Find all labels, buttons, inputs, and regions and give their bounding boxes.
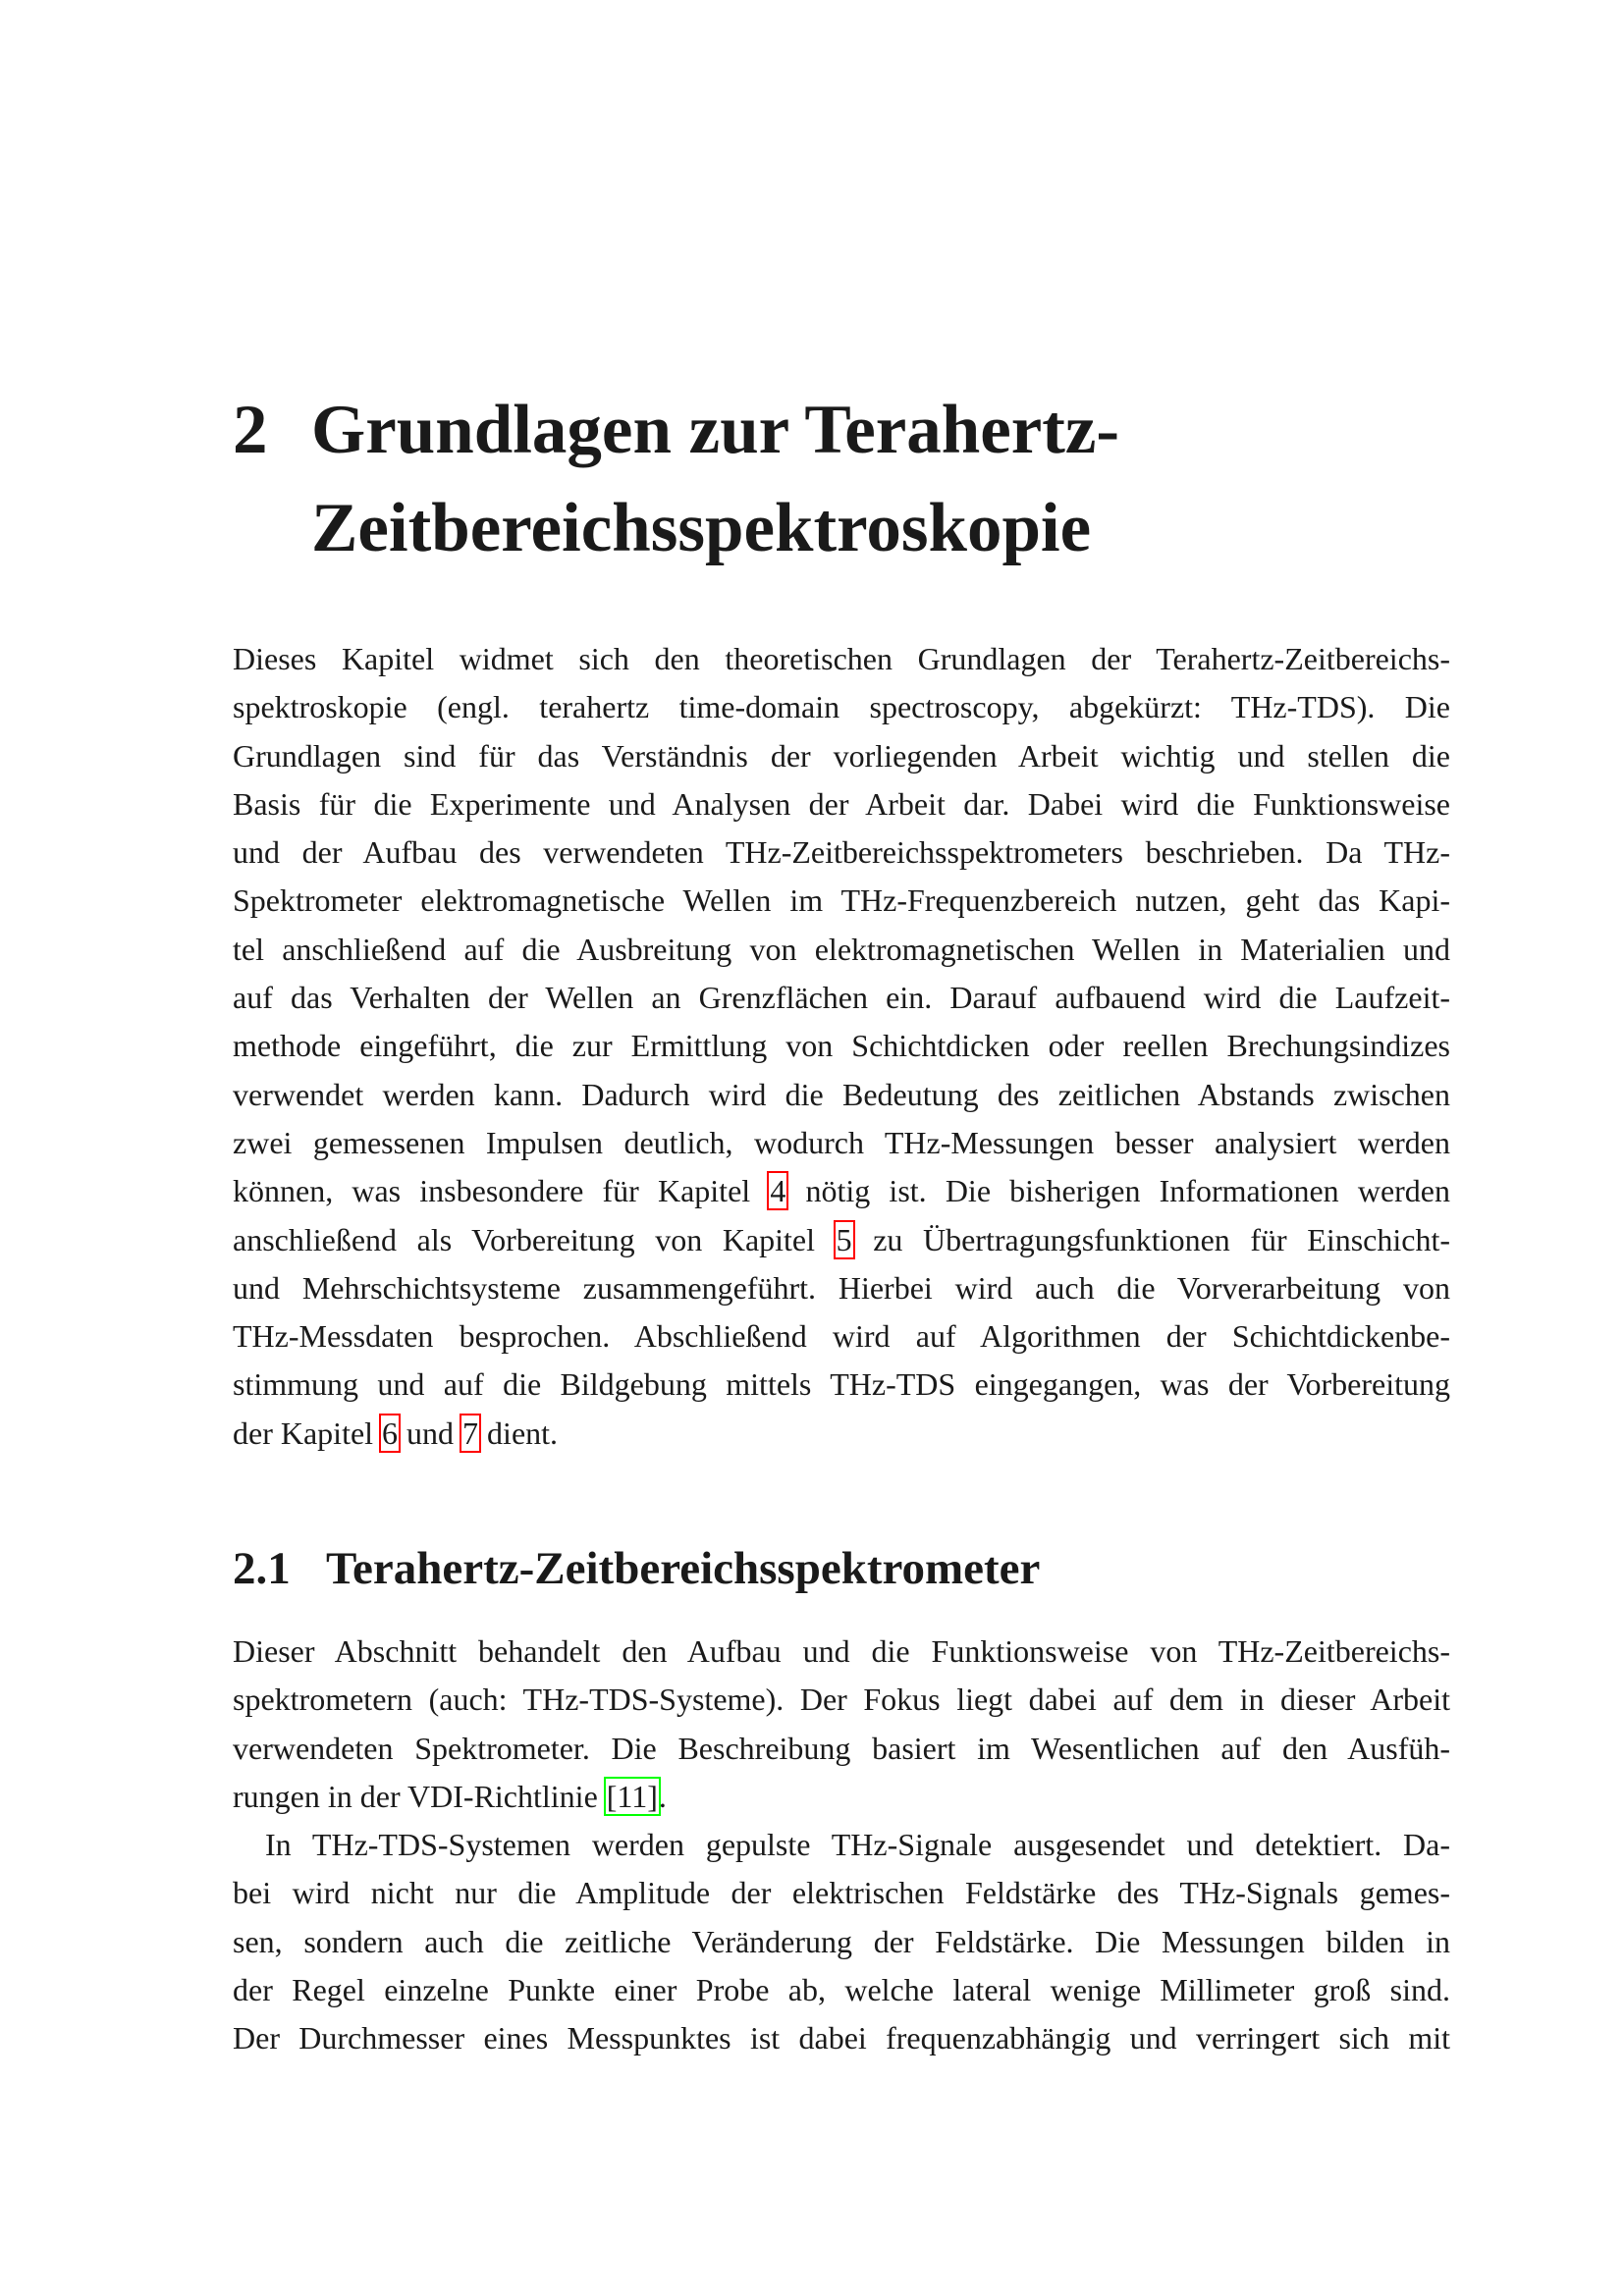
section-paragraph-2 bbox=[233, 1821, 1450, 2062]
text-line: Basis für die Experimente und Analysen der Arbeit dar. Dabei wird die Funktionsweise bbox=[233, 785, 1450, 822]
text-line bbox=[233, 1216, 1450, 1264]
text-line bbox=[233, 1167, 1450, 1215]
text-segment: . bbox=[658, 1778, 667, 1814]
text-line: sen, sondern auch die zeitliche Veränderung der Feldstärke. Die Messungen bilden in bbox=[233, 1923, 1450, 1959]
text-line: THz-Messdaten besprochen. Abschließend wird auf Algorithmen der Schichtdickenbe- bbox=[233, 1318, 1450, 1355]
chapter-5-link[interactable]: 5 bbox=[836, 1221, 852, 1257]
text-line: Der Durchmesser eines Messpunktes ist dabei frequenzabhängig und verringert sich mit bbox=[233, 2020, 1450, 2056]
text-line: der Regel einzelne Punkte einer Probe ab, welche lateral wenige Millimeter groß sind. bbox=[233, 1971, 1450, 2007]
text-segment: und bbox=[399, 1415, 462, 1451]
text-line: Spektrometer elektromagnetische Wellen im THz-Frequenzbereich nutzen, geht das Kapi- bbox=[233, 882, 1450, 919]
text-line: spektrometern (auch: THz-TDS-Systeme). Der Fokus liegt dabei auf dem in dieser Arbeit bbox=[233, 1682, 1450, 1718]
text-segment: der Kapitel bbox=[233, 1415, 382, 1451]
citation-link-11[interactable]: [11] bbox=[606, 1778, 658, 1814]
text-line bbox=[233, 1410, 1450, 1458]
text-segment: zu Übertragungsfunktionen für Einschicht- bbox=[852, 1221, 1451, 1257]
chapter-intro-paragraph bbox=[233, 635, 1450, 1458]
text-line: Dieses Kapitel widmet sich den theoretischen Grundlagen der Terahertz-Zeitbereichs- bbox=[233, 641, 1450, 676]
text-line: verwendeten Spektrometer. Die Beschreibung basiert im Wesentlichen auf den Ausfüh- bbox=[233, 1730, 1450, 1766]
text-line bbox=[233, 1773, 1450, 1821]
text-segment: können, was insbesondere für Kapitel bbox=[233, 1173, 770, 1209]
text-line: auf das Verhalten der Wellen an Grenzflächen ein. Darauf aufbauend wird die Laufzeit- bbox=[233, 980, 1450, 1016]
chapter-number: 2 bbox=[233, 392, 268, 468]
chapter-title-line-1: Grundlagen zur Terahertz- bbox=[311, 392, 1120, 468]
chapter-6-link[interactable]: 6 bbox=[382, 1415, 399, 1451]
chapter-title bbox=[233, 381, 1460, 577]
text-segment: nötig ist. Die bisherigen Informationen werden bbox=[786, 1173, 1451, 1209]
text-segment: rungen in der VDI-Richtlinie bbox=[233, 1778, 606, 1814]
text-line: Grundlagen sind für das Verständnis der vorliegenden Arbeit wichtig und stellen die bbox=[233, 737, 1450, 774]
text-segment: anschließend als Vorbereitung von Kapitel bbox=[233, 1221, 836, 1257]
text-line: spektroskopie (engl. terahertz time-domain spectroscopy, abgekürzt: THz-TDS). Die bbox=[233, 689, 1450, 725]
chapter-4-link[interactable]: 4 bbox=[770, 1173, 786, 1209]
text-line: und Mehrschichtsysteme zusammengeführt. Hierbei wird auch die Vorverarbeitung von bbox=[233, 1269, 1450, 1306]
text-line: In THz-TDS-Systemen werden gepulste THz-Signale ausgesendet und detektiert. Da- bbox=[265, 1827, 1450, 1862]
chapter-title-line-2: Zeitbereichsspektroskopie bbox=[311, 490, 1092, 566]
text-line: bei wird nicht nur die Amplitude der elektrischen Feldstärke des THz-Signals gemes- bbox=[233, 1875, 1450, 1911]
chapter-7-link[interactable]: 7 bbox=[462, 1415, 479, 1451]
text-line: und der Aufbau des verwendeten THz-Zeitbereichsspektrometers beschrieben. Da THz- bbox=[233, 834, 1450, 871]
section-paragraph-1 bbox=[233, 1628, 1450, 1821]
section-heading bbox=[233, 1539, 1040, 1598]
text-line: Dieser Abschnitt behandelt den Aufbau und die Funktionsweise von THz-Zeitbereichs- bbox=[233, 1633, 1450, 1669]
text-line: tel anschließend auf die Ausbreitung von elektromagnetischen Wellen in Materialien und bbox=[233, 931, 1450, 967]
text-line: methode eingeführt, die zur Ermittlung von Schichtdicken oder reellen Brechungsindizes bbox=[233, 1028, 1450, 1064]
text-segment: dient. bbox=[479, 1415, 559, 1451]
text-line: stimmung und auf die Bildgebung mittels THz-TDS eingegangen, was der Vorbereitung bbox=[233, 1366, 1450, 1403]
section-number: 2.1 bbox=[233, 1543, 291, 1594]
text-line: verwendet werden kann. Dadurch wird die Bedeutung des zeitlichen Abstands zwischen bbox=[233, 1076, 1450, 1112]
section-title-text: Terahertz-Zeitbereichsspektrometer bbox=[326, 1543, 1041, 1594]
text-line: zwei gemessenen Impulsen deutlich, wodurch THz-Messungen besser analysiert werden bbox=[233, 1124, 1450, 1160]
